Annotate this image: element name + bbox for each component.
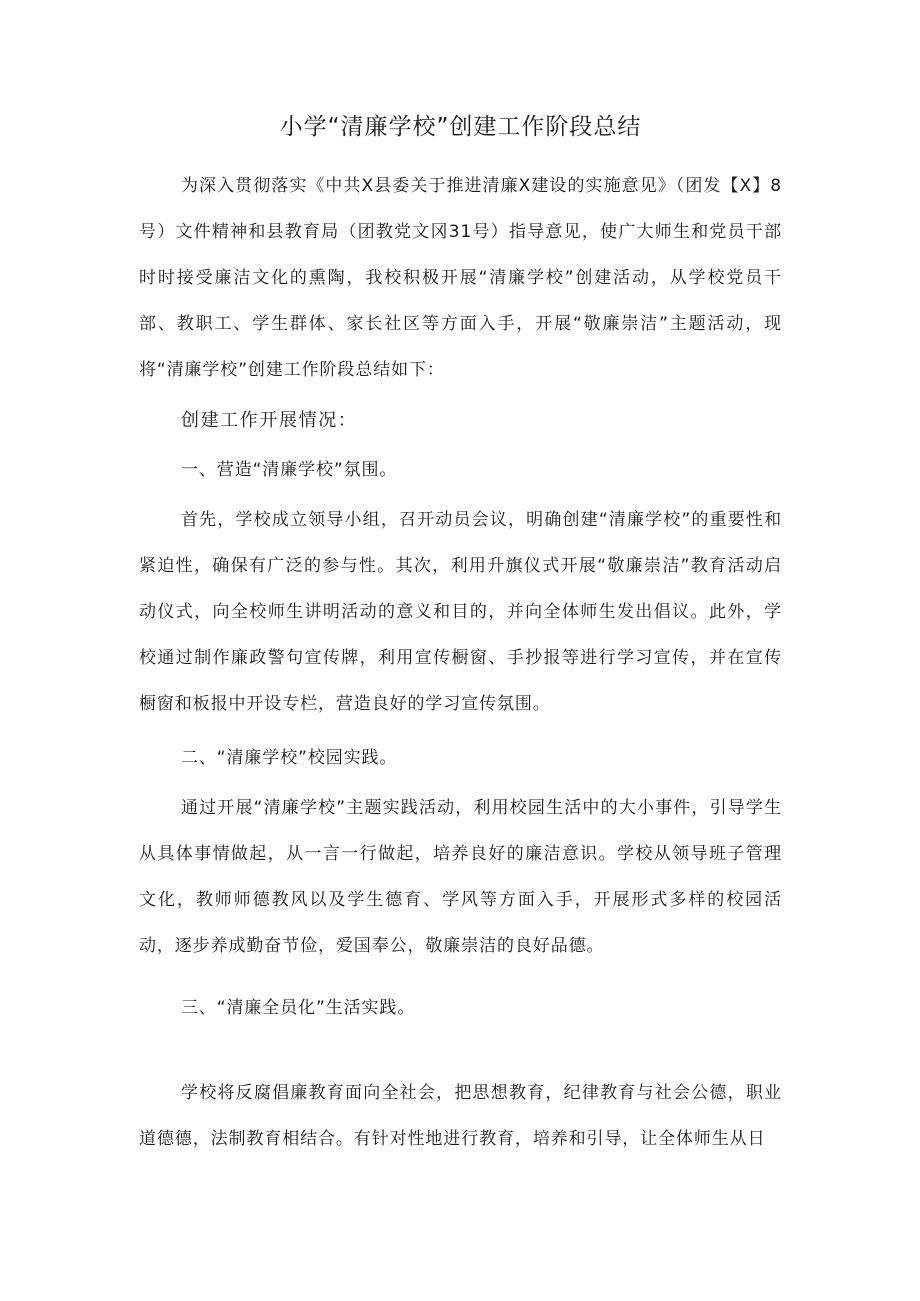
section-3-body: 学校将反腐倡廉教育面向全社会，把思想教育，纪律教育与社会公德，职业道德德，法制教育相结合。有针对性地进行教育，培养和引导，让全体师生从日: [139, 1083, 782, 1149]
section-3-heading: 三、“清廉全员化”生活实践。: [181, 998, 416, 1018]
section-2-heading: 二、“清廉学校”校园实践。: [181, 748, 398, 768]
document-title: 小学“清廉学校”创建工作阶段总结: [279, 114, 642, 140]
intro-paragraph: 为深入贯彻落实《中共X县委关于推进清廉X建设的实施意见》（团发【X】8号）文件精神和县教育局（团教党文冈31号）指导意见，使广大师生和党员干部时时接受廉洁文化的熏陶，我校积极开展“清廉学校”创建活动，从学校党员干部、教职工、学生群体、家长社区等方面入手，开展“敬廉崇洁”主题活动，现将“清廉学校”创建工作阶段总结如下：: [139, 176, 782, 380]
section-1-body: 首先，学校成立领导小组，召开动员会议，明确创建“清廉学校”的重要性和紧迫性，确保有广泛的参与性。其次，利用升旗仪式开展“敬廉崇洁”教育活动启动仪式，向全校师生讲明活动的意义和目的，并向全体师生发出倡议。此外，学校通过制作廉政警句宣传牌，利用宣传橱窗、手抄报等进行学习宣传，并在宣传橱窗和板报中开设专栏，营造良好的学习宣传氛围。: [139, 510, 782, 714]
section-2-body: 通过开展“清廉学校”主题实践活动，利用校园生活中的大小事件，引导学生从具体事情做起，从一言一行做起，培养良好的廉洁意识。学校从领导班子管理文化，教师师德教风以及学生德育、学风等方面入手，开展形式多样的校园活动，逐步养成勤奋节俭，爱国奉公，敬廉崇洁的良好品德。: [139, 798, 782, 956]
main-heading: 创建工作开展情况：: [181, 410, 358, 431]
section-1-heading: 一、营造“清廉学校”氛围。: [181, 460, 398, 480]
